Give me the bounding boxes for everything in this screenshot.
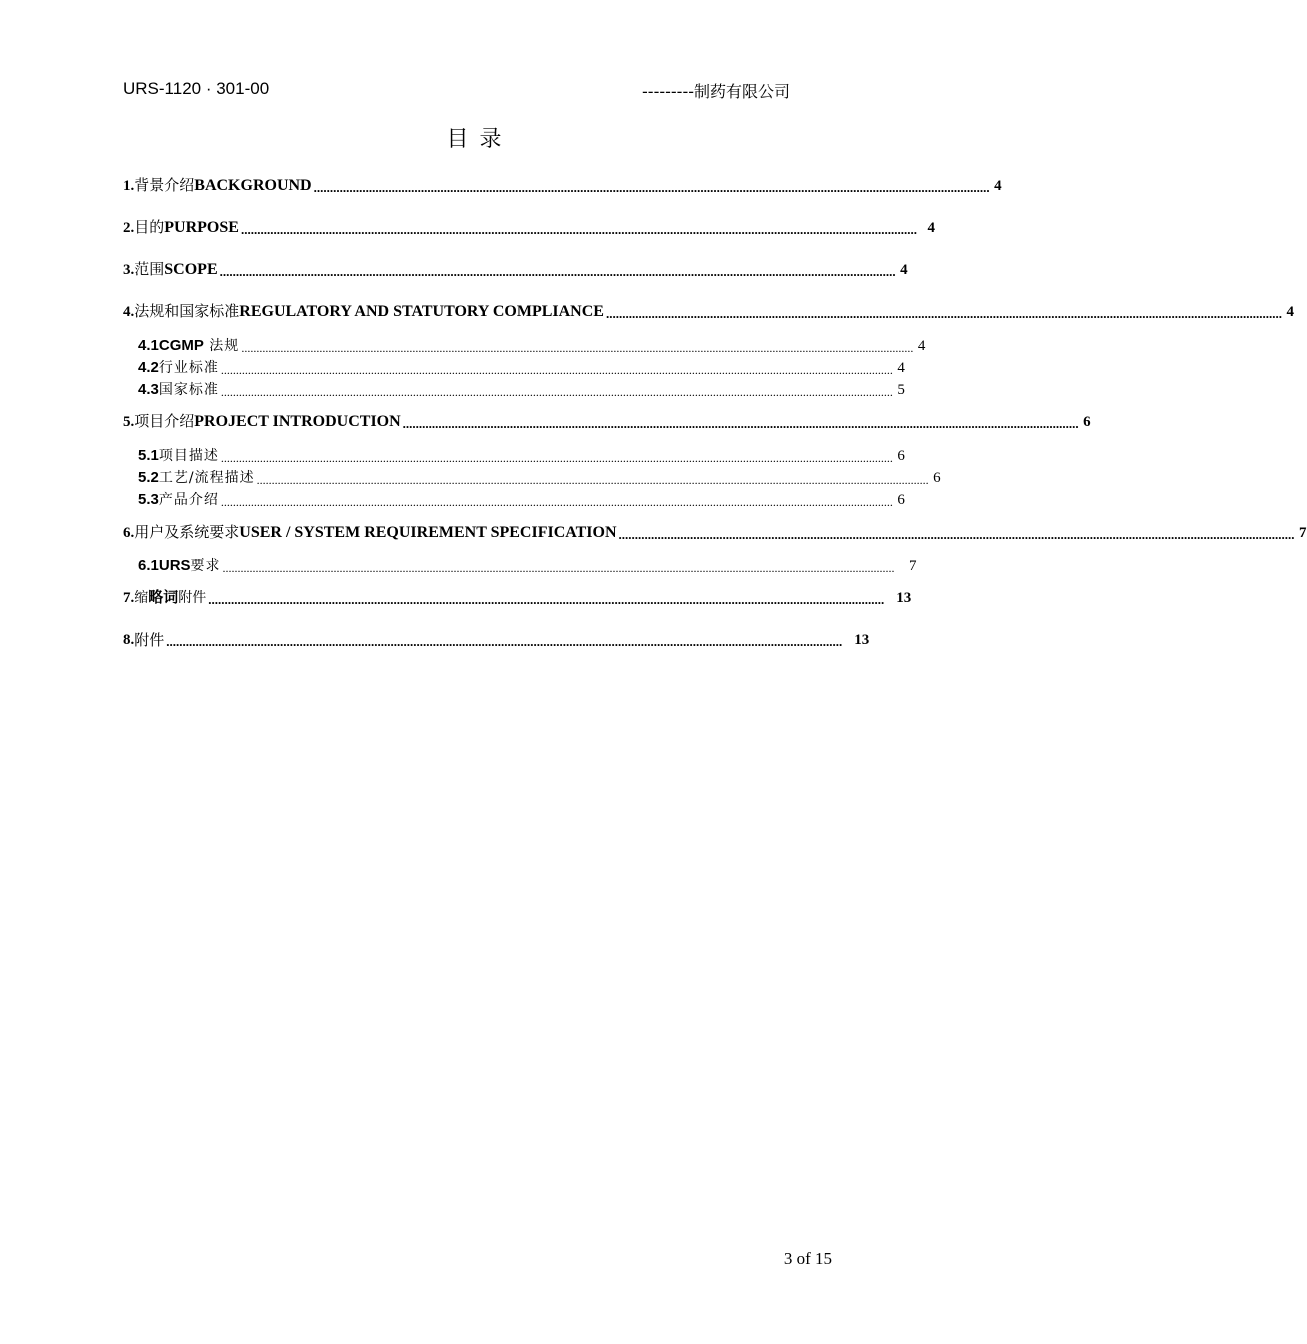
toc-leader-dots: ................................................................................................................................................................................................................................ (220, 385, 893, 399)
toc-leader-dots: ................................................................................................................................................................................................................................ (220, 363, 893, 377)
toc-entry-label: 法规和国家标准REGULATORY AND STATUTORY COMPLIANCE (134, 302, 604, 320)
toc-leader-dots: ................................................................................................................................................................................................................................ (256, 473, 929, 487)
toc-entry-page: 4 (900, 262, 908, 278)
company-name: ---------制药有限公司 (642, 82, 790, 101)
toc-entry-number: 4. (123, 304, 135, 320)
toc-entry-page: 7 (909, 558, 917, 574)
toc-entry-label: 行业标准 (158, 360, 219, 376)
toc-entry-number: 4.1 (138, 337, 159, 354)
toc-entry-number: 6. (123, 525, 135, 541)
toc-entry-abbreviations[interactable] (123, 588, 912, 608)
toc-entry-label: 国家标准 (158, 382, 219, 398)
toc-entry-number: 6.1 (138, 557, 159, 574)
toc-entry-number: 3. (123, 262, 135, 278)
toc-entry-number: 4.2 (138, 359, 159, 376)
toc-entry-number: 5.3 (138, 491, 159, 508)
toc-entry-page: 4 (897, 360, 905, 376)
toc-entry-attachments[interactable] (123, 630, 870, 650)
toc-entry-page: 4 (994, 178, 1002, 194)
toc-entry-number: 2. (123, 220, 135, 236)
toc-entry-label: 附件 (134, 631, 165, 649)
toc-entry-page: 6 (897, 492, 905, 508)
toc-entry-industry-standards[interactable] (138, 358, 905, 378)
toc-entry-label: 范围SCOPE (134, 260, 218, 278)
toc-entry-national-standards[interactable] (138, 380, 905, 400)
toc-entry-label: 项目介绍PROJECT INTRODUCTION (134, 412, 401, 430)
toc-leader-dots: ................................................................................................................................................................................................................ (166, 634, 843, 649)
toc-entry-page: 4 (1286, 304, 1294, 320)
toc-entry-number: 5. (123, 414, 135, 430)
toc-entry-background[interactable] (123, 176, 1002, 196)
toc-entry-page: 6 (933, 470, 941, 486)
page-number: 3 of 15 (783, 1249, 832, 1268)
toc-entry-number: 8. (123, 632, 135, 648)
toc-entry-label: 工艺/流程描述 (158, 470, 255, 486)
toc-entry-page: 6 (1083, 414, 1091, 430)
toc-entry-label: 用户及系统要求USER / SYSTEM REQUIREMENT SPECIFICATION (134, 523, 617, 541)
toc-entry-page: 13 (896, 590, 912, 606)
toc-entry-page: 13 (854, 632, 870, 648)
toc-entry-label: 项目描述 (158, 448, 219, 464)
document-code: URS-1120 · 301-00 (123, 79, 270, 98)
toc-entry-page: 4 (917, 338, 926, 354)
toc-entry-process-description[interactable] (138, 468, 941, 488)
toc-entry-purpose[interactable] (123, 218, 935, 238)
toc-entry-scope[interactable] (123, 260, 908, 280)
toc-entry-number: 5.1 (138, 447, 159, 464)
toc-entry-urs-requirements[interactable] (138, 556, 917, 576)
toc-entry-label: URS要求 (158, 557, 221, 574)
toc-entry-number: 5.2 (138, 469, 159, 486)
toc-leader-dots: ................................................................................................................................................................................................................ (605, 306, 1282, 321)
toc-entry-user-system-requirements[interactable] (123, 523, 1307, 543)
toc-leader-dots: ................................................................................................................................................................................................................................ (241, 341, 914, 355)
toc-leader-dots: ................................................................................................................................................................................................................................ (220, 451, 893, 465)
toc-entry-label: 产品介绍 (158, 492, 219, 508)
toc-leader-dots: ................................................................................................................................................................................................................ (208, 592, 885, 607)
toc-entry-page: 7 (1299, 525, 1307, 541)
toc-entry-compliance[interactable] (123, 302, 1294, 322)
toc-leader-dots: ................................................................................................................................................................................................................ (313, 180, 990, 195)
toc-entry-page: 4 (927, 220, 935, 236)
toc-entry-page: 5 (897, 382, 905, 398)
toc-entry-cgmp[interactable] (138, 336, 926, 356)
toc-entry-label: CGMP 法规 (158, 337, 240, 354)
toc-leader-dots: ................................................................................................................................................................................................................ (402, 416, 1079, 431)
toc-leader-dots: ................................................................................................................................................................................................................................ (222, 561, 895, 575)
toc-entry-project-introduction[interactable] (123, 412, 1091, 432)
toc-entry-number: 4.3 (138, 381, 159, 398)
toc-entry-project-description[interactable] (138, 446, 905, 466)
toc-leader-dots: ................................................................................................................................................................................................................................ (220, 495, 893, 509)
toc-title: 目 录 (446, 127, 504, 152)
toc-leader-dots: ................................................................................................................................................................................................................ (219, 264, 896, 279)
toc-entry-label: 目的PURPOSE (134, 218, 239, 236)
toc-leader-dots: ................................................................................................................................................................................................................ (240, 222, 917, 237)
toc-entry-number: 7. (123, 590, 135, 606)
toc-entry-label: 缩略词附件 (134, 588, 207, 606)
toc-entry-page: 6 (897, 448, 905, 464)
toc-leader-dots: ................................................................................................................................................................................................................ (618, 527, 1295, 542)
toc-entry-label: 背景介绍BACKGROUND (134, 176, 312, 194)
toc-entry-number: 1. (123, 178, 135, 194)
toc-entry-product-introduction[interactable] (138, 490, 905, 510)
